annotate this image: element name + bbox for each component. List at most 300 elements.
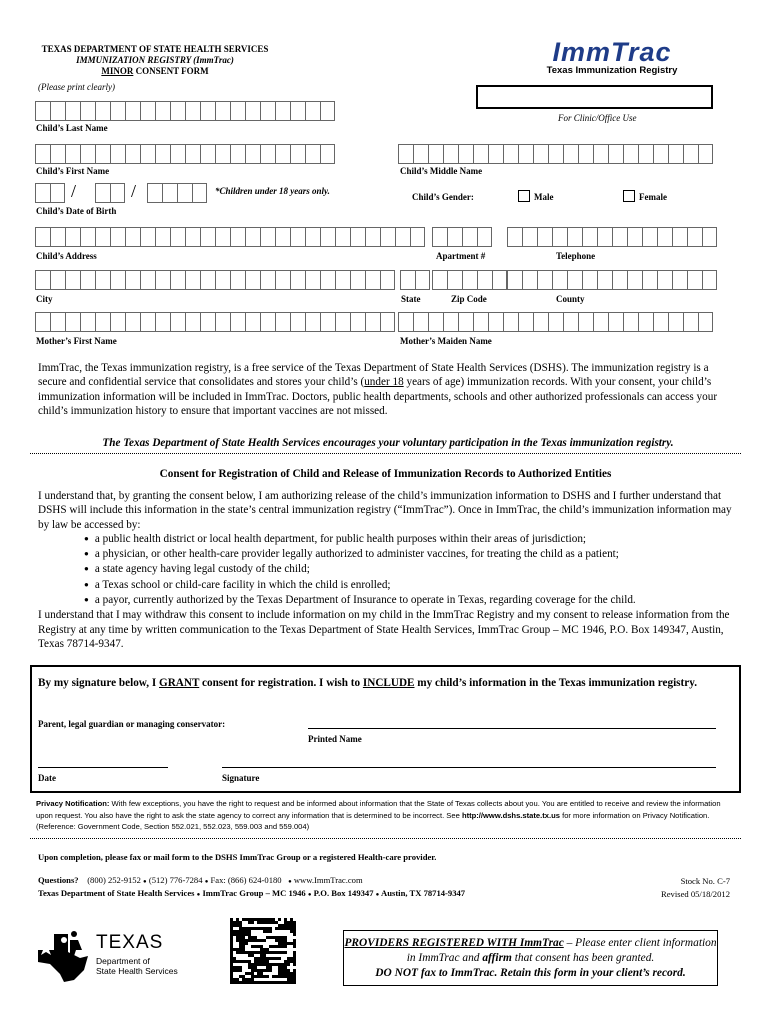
- char-box[interactable]: [275, 270, 290, 290]
- char-box[interactable]: [50, 101, 65, 121]
- barcode-module: [236, 981, 239, 984]
- char-box[interactable]: [597, 227, 612, 247]
- mother-first-boxes[interactable]: [35, 312, 395, 332]
- county-boxes[interactable]: [507, 270, 717, 290]
- barcode-module: [266, 921, 269, 924]
- char-box[interactable]: [50, 270, 65, 290]
- char-box[interactable]: [245, 312, 260, 332]
- dob-year-boxes[interactable]: [147, 183, 207, 203]
- char-box[interactable]: [350, 270, 365, 290]
- char-box[interactable]: [627, 270, 642, 290]
- char-box[interactable]: [65, 144, 80, 164]
- char-box[interactable]: [537, 227, 552, 247]
- char-box[interactable]: [50, 312, 65, 332]
- char-box[interactable]: [623, 312, 638, 332]
- form-title-rest: CONSENT FORM: [133, 66, 209, 76]
- barcode-module: [284, 969, 287, 972]
- char-box[interactable]: [443, 144, 458, 164]
- char-box[interactable]: [162, 183, 177, 203]
- char-box[interactable]: [170, 101, 185, 121]
- first-name-boxes[interactable]: [35, 144, 335, 164]
- char-box[interactable]: [492, 270, 507, 290]
- char-box[interactable]: [627, 227, 642, 247]
- char-box[interactable]: [503, 312, 518, 332]
- city-boxes[interactable]: [35, 270, 395, 290]
- mother-maiden-boxes[interactable]: [398, 312, 713, 332]
- barcode-module: [290, 972, 293, 975]
- char-box[interactable]: [230, 227, 245, 247]
- char-box[interactable]: [275, 144, 290, 164]
- char-box[interactable]: [432, 227, 447, 247]
- char-box[interactable]: [140, 312, 155, 332]
- char-box[interactable]: [350, 227, 365, 247]
- char-box[interactable]: [683, 144, 698, 164]
- barcode-module: [239, 921, 242, 924]
- char-box[interactable]: [110, 312, 125, 332]
- char-box[interactable]: [185, 101, 200, 121]
- telephone-boxes[interactable]: [507, 227, 717, 247]
- char-box[interactable]: [275, 312, 290, 332]
- grant-text-1: By my signature below, I: [38, 677, 160, 689]
- char-box[interactable]: [477, 227, 492, 247]
- char-box[interactable]: [365, 270, 380, 290]
- char-box[interactable]: [593, 312, 608, 332]
- char-box[interactable]: [200, 270, 215, 290]
- clinic-use-label: For Clinic/Office Use: [558, 113, 637, 123]
- barcode-module: [278, 966, 281, 969]
- intro-text-b: years of age) immunization records. With your consent, your child’s immunization information will be included in ImmTrac. Doctors, public health departments, schools and other authorized professionals can access your child’s immunization history to ensure that important vaccines are not missed.: [38, 376, 718, 417]
- char-box[interactable]: [698, 144, 713, 164]
- char-box[interactable]: [593, 144, 608, 164]
- char-box[interactable]: [582, 227, 597, 247]
- char-box[interactable]: [245, 101, 260, 121]
- char-box[interactable]: [260, 101, 275, 121]
- stock-number: Stock No. C-7: [680, 876, 730, 886]
- char-box[interactable]: [462, 270, 477, 290]
- char-box[interactable]: [702, 270, 717, 290]
- barcode-module: [251, 927, 254, 930]
- grant-text-3: my child’s information in the Texas immunization registry.: [414, 677, 697, 689]
- clinic-use-box[interactable]: [476, 85, 713, 109]
- char-box[interactable]: [335, 270, 350, 290]
- char-box[interactable]: [320, 101, 335, 121]
- char-box[interactable]: [65, 227, 80, 247]
- barcode-module: [233, 933, 236, 936]
- char-box[interactable]: [305, 312, 320, 332]
- char-box[interactable]: [702, 227, 717, 247]
- barcode-module: [284, 951, 287, 954]
- barcode-module: [251, 975, 254, 978]
- char-box[interactable]: [657, 270, 672, 290]
- zip-boxes[interactable]: [432, 270, 507, 290]
- char-box[interactable]: [320, 312, 335, 332]
- char-box[interactable]: [80, 270, 95, 290]
- char-box[interactable]: [95, 101, 110, 121]
- barcode-module: [269, 927, 272, 930]
- char-box[interactable]: [200, 312, 215, 332]
- char-box[interactable]: [398, 144, 413, 164]
- char-box[interactable]: [608, 312, 623, 332]
- char-box[interactable]: [275, 227, 290, 247]
- char-box[interactable]: [170, 270, 185, 290]
- barcode-module: [260, 939, 263, 942]
- char-box[interactable]: [185, 270, 200, 290]
- char-box[interactable]: [200, 227, 215, 247]
- char-box[interactable]: [35, 312, 50, 332]
- char-box[interactable]: [335, 312, 350, 332]
- date-line[interactable]: [38, 767, 168, 768]
- print-note: (Please print clearly): [38, 82, 115, 92]
- char-box[interactable]: [653, 312, 668, 332]
- char-box[interactable]: [50, 227, 65, 247]
- char-box[interactable]: [155, 101, 170, 121]
- char-box[interactable]: [533, 312, 548, 332]
- char-box[interactable]: [260, 312, 275, 332]
- char-box[interactable]: [320, 144, 335, 164]
- char-box[interactable]: [683, 312, 698, 332]
- barcode-module: [260, 960, 263, 963]
- char-box[interactable]: [290, 101, 305, 121]
- char-box[interactable]: [668, 312, 683, 332]
- char-box[interactable]: [215, 270, 230, 290]
- barcode-module: [236, 921, 239, 924]
- char-box[interactable]: [110, 270, 125, 290]
- char-box[interactable]: [320, 227, 335, 247]
- barcode-module: [293, 930, 296, 933]
- char-box[interactable]: [50, 144, 65, 164]
- char-box[interactable]: [522, 227, 537, 247]
- char-box[interactable]: [488, 144, 503, 164]
- char-box[interactable]: [365, 227, 380, 247]
- char-box[interactable]: [35, 144, 50, 164]
- char-box[interactable]: [642, 270, 657, 290]
- barcode-module: [260, 927, 263, 930]
- char-box[interactable]: [230, 144, 245, 164]
- char-box[interactable]: [275, 101, 290, 121]
- address-boxes[interactable]: [35, 227, 425, 247]
- state-boxes[interactable]: [400, 270, 430, 290]
- char-box[interactable]: [462, 227, 477, 247]
- char-box[interactable]: [563, 144, 578, 164]
- barcode-module: [242, 945, 245, 948]
- dob-slash-2: /: [131, 181, 137, 201]
- barcode-module: [269, 936, 272, 939]
- char-box[interactable]: [200, 101, 215, 121]
- char-box[interactable]: [95, 144, 110, 164]
- male-checkbox[interactable]: [518, 190, 530, 202]
- char-box[interactable]: [672, 270, 687, 290]
- char-box[interactable]: [170, 312, 185, 332]
- char-box[interactable]: [80, 144, 95, 164]
- barcode-module: [236, 939, 239, 942]
- barcode-module: [284, 966, 287, 969]
- middle-name-boxes[interactable]: [398, 144, 713, 164]
- barcode-module: [248, 951, 251, 954]
- char-box[interactable]: [290, 144, 305, 164]
- char-box[interactable]: [597, 270, 612, 290]
- char-box[interactable]: [155, 312, 170, 332]
- char-box[interactable]: [413, 144, 428, 164]
- char-box[interactable]: [260, 227, 275, 247]
- intro-under-18: under 18: [364, 376, 404, 389]
- char-box[interactable]: [428, 312, 443, 332]
- barcode-module: [251, 939, 254, 942]
- web-link[interactable]: www.ImmTrac.com: [293, 875, 363, 885]
- barcode-module: [257, 963, 260, 966]
- char-box[interactable]: [95, 183, 110, 203]
- char-box[interactable]: [582, 270, 597, 290]
- char-box[interactable]: [35, 227, 50, 247]
- char-box[interactable]: [95, 227, 110, 247]
- char-box[interactable]: [413, 312, 428, 332]
- char-box[interactable]: [110, 227, 125, 247]
- char-box[interactable]: [380, 227, 395, 247]
- char-box[interactable]: [428, 144, 443, 164]
- char-box[interactable]: [192, 183, 207, 203]
- char-box[interactable]: [65, 101, 80, 121]
- char-box[interactable]: [458, 312, 473, 332]
- char-box[interactable]: [687, 227, 702, 247]
- char-box[interactable]: [415, 270, 430, 290]
- char-box[interactable]: [260, 270, 275, 290]
- char-box[interactable]: [612, 227, 627, 247]
- barcode-module: [266, 975, 269, 978]
- last-name-boxes[interactable]: [35, 101, 335, 121]
- privacy-text-1: With few exceptions, you have the right to request and be informed about information that the State of Texas collects about you. You are entitled to receive and review the information upon request. You also have the right to ask the state agency to correct any information that is determined to be incorrect. See: [36, 799, 721, 820]
- char-box[interactable]: [35, 101, 50, 121]
- signature-label: Signature: [222, 773, 260, 783]
- char-box[interactable]: [563, 312, 578, 332]
- char-box[interactable]: [155, 227, 170, 247]
- char-box[interactable]: [608, 144, 623, 164]
- char-box[interactable]: [552, 270, 567, 290]
- char-box[interactable]: [185, 312, 200, 332]
- char-box[interactable]: [503, 144, 518, 164]
- char-box[interactable]: [245, 227, 260, 247]
- char-box[interactable]: [567, 227, 582, 247]
- char-box[interactable]: [623, 144, 638, 164]
- char-box[interactable]: [260, 144, 275, 164]
- char-box[interactable]: [35, 183, 50, 203]
- char-box[interactable]: [638, 144, 653, 164]
- barcode-module: [287, 975, 290, 978]
- signature-line[interactable]: [222, 767, 716, 768]
- char-box[interactable]: [95, 270, 110, 290]
- char-box[interactable]: [200, 144, 215, 164]
- char-box[interactable]: [185, 227, 200, 247]
- char-box[interactable]: [80, 227, 95, 247]
- barcode-module: [293, 963, 296, 966]
- char-box[interactable]: [443, 312, 458, 332]
- char-box[interactable]: [65, 312, 80, 332]
- char-box[interactable]: [125, 144, 140, 164]
- barcode-module: [284, 972, 287, 975]
- char-box[interactable]: [548, 144, 563, 164]
- section-divider: [30, 453, 741, 454]
- barcode-module: [230, 951, 233, 954]
- char-box[interactable]: [290, 270, 305, 290]
- barcode-module: [284, 927, 287, 930]
- barcode-module: [248, 936, 251, 939]
- char-box[interactable]: [140, 270, 155, 290]
- char-box[interactable]: [290, 312, 305, 332]
- char-box[interactable]: [110, 183, 125, 203]
- barcode-module: [230, 963, 233, 966]
- char-box[interactable]: [80, 101, 95, 121]
- char-box[interactable]: [687, 270, 702, 290]
- char-box[interactable]: [140, 144, 155, 164]
- char-box[interactable]: [177, 183, 192, 203]
- char-box[interactable]: [380, 312, 395, 332]
- char-box[interactable]: [380, 270, 395, 290]
- char-box[interactable]: [140, 101, 155, 121]
- char-box[interactable]: [473, 144, 488, 164]
- barcode-module: [278, 981, 281, 984]
- dob-month-boxes[interactable]: [35, 183, 65, 203]
- char-box[interactable]: [80, 312, 95, 332]
- char-box[interactable]: [147, 183, 162, 203]
- char-box[interactable]: [447, 270, 462, 290]
- char-box[interactable]: [35, 270, 50, 290]
- char-box[interactable]: [698, 312, 713, 332]
- consent-bullet-list: [38, 532, 738, 608]
- barcode-module: [257, 918, 260, 921]
- char-box[interactable]: [612, 270, 627, 290]
- char-box[interactable]: [447, 227, 462, 247]
- char-box[interactable]: [350, 312, 365, 332]
- char-box[interactable]: [395, 227, 410, 247]
- char-box[interactable]: [305, 270, 320, 290]
- char-box[interactable]: [672, 227, 687, 247]
- char-box[interactable]: [125, 312, 140, 332]
- char-box[interactable]: [215, 227, 230, 247]
- provider-affirm: affirm: [482, 952, 512, 964]
- char-box[interactable]: [245, 270, 260, 290]
- char-box[interactable]: [507, 270, 522, 290]
- barcode-module: [281, 936, 284, 939]
- char-box[interactable]: [507, 227, 522, 247]
- barcode-module: [272, 945, 275, 948]
- char-box[interactable]: [653, 144, 668, 164]
- char-box[interactable]: [365, 312, 380, 332]
- barcode-module: [230, 921, 233, 924]
- barcode-module: [287, 924, 290, 927]
- char-box[interactable]: [335, 227, 350, 247]
- char-box[interactable]: [410, 227, 425, 247]
- char-box[interactable]: [110, 101, 125, 121]
- char-box[interactable]: [125, 270, 140, 290]
- barcode-module: [263, 951, 266, 954]
- char-box[interactable]: [125, 101, 140, 121]
- char-box[interactable]: [488, 312, 503, 332]
- char-box[interactable]: [477, 270, 492, 290]
- char-box[interactable]: [230, 101, 245, 121]
- barcode-module: [263, 954, 266, 957]
- char-box[interactable]: [320, 270, 335, 290]
- char-box[interactable]: [230, 270, 245, 290]
- barcode-module: [284, 924, 287, 927]
- barcode-module: [251, 978, 254, 981]
- bullet-icon: ●: [196, 892, 201, 898]
- female-checkbox[interactable]: [623, 190, 635, 202]
- char-box[interactable]: [432, 270, 447, 290]
- barcode-module: [239, 948, 242, 951]
- char-box[interactable]: [155, 270, 170, 290]
- char-box[interactable]: [567, 270, 582, 290]
- barcode-module: [293, 921, 296, 924]
- char-box[interactable]: [125, 227, 140, 247]
- char-box[interactable]: [398, 312, 413, 332]
- printed-name-line[interactable]: [308, 728, 716, 729]
- char-box[interactable]: [458, 144, 473, 164]
- char-box[interactable]: [518, 144, 533, 164]
- barcode-module: [260, 951, 263, 954]
- char-box[interactable]: [537, 270, 552, 290]
- char-box[interactable]: [400, 270, 415, 290]
- char-box[interactable]: [578, 312, 593, 332]
- dob-day-boxes[interactable]: [95, 183, 125, 203]
- char-box[interactable]: [140, 227, 155, 247]
- char-box[interactable]: [657, 227, 672, 247]
- barcode-module: [293, 978, 296, 981]
- char-box[interactable]: [552, 227, 567, 247]
- char-box[interactable]: [215, 144, 230, 164]
- char-box[interactable]: [290, 227, 305, 247]
- char-box[interactable]: [518, 312, 533, 332]
- char-box[interactable]: [185, 144, 200, 164]
- char-box[interactable]: [110, 144, 125, 164]
- char-box[interactable]: [305, 101, 320, 121]
- char-box[interactable]: [473, 312, 488, 332]
- char-box[interactable]: [522, 270, 537, 290]
- char-box[interactable]: [230, 312, 245, 332]
- barcode-module: [284, 939, 287, 942]
- barcode-module: [281, 963, 284, 966]
- char-box[interactable]: [638, 312, 653, 332]
- char-box[interactable]: [305, 227, 320, 247]
- barcode-module: [257, 951, 260, 954]
- barcode-module: [293, 972, 296, 975]
- footer-addr-3: P.O. Box 149347: [313, 888, 374, 898]
- char-box[interactable]: [155, 144, 170, 164]
- barcode-module: [245, 978, 248, 981]
- char-box[interactable]: [65, 270, 80, 290]
- char-box[interactable]: [215, 101, 230, 121]
- char-box[interactable]: [50, 183, 65, 203]
- char-box[interactable]: [245, 144, 260, 164]
- char-box[interactable]: [215, 312, 230, 332]
- barcode-module: [254, 957, 257, 960]
- char-box[interactable]: [668, 144, 683, 164]
- barcode-module: [263, 957, 266, 960]
- char-box[interactable]: [305, 144, 320, 164]
- char-box[interactable]: [170, 144, 185, 164]
- barcode-module: [236, 978, 239, 981]
- barcode-module: [263, 969, 266, 972]
- char-box[interactable]: [95, 312, 110, 332]
- barcode-module: [257, 975, 260, 978]
- apartment-boxes[interactable]: [432, 227, 492, 247]
- char-box[interactable]: [548, 312, 563, 332]
- char-box[interactable]: [642, 227, 657, 247]
- barcode-module: [236, 918, 239, 921]
- char-box[interactable]: [533, 144, 548, 164]
- privacy-url[interactable]: http://www.dshs.state.tx.us: [461, 810, 560, 820]
- barcode-module: [251, 945, 254, 948]
- char-box[interactable]: [578, 144, 593, 164]
- char-box[interactable]: [170, 227, 185, 247]
- barcode-module: [230, 948, 233, 951]
